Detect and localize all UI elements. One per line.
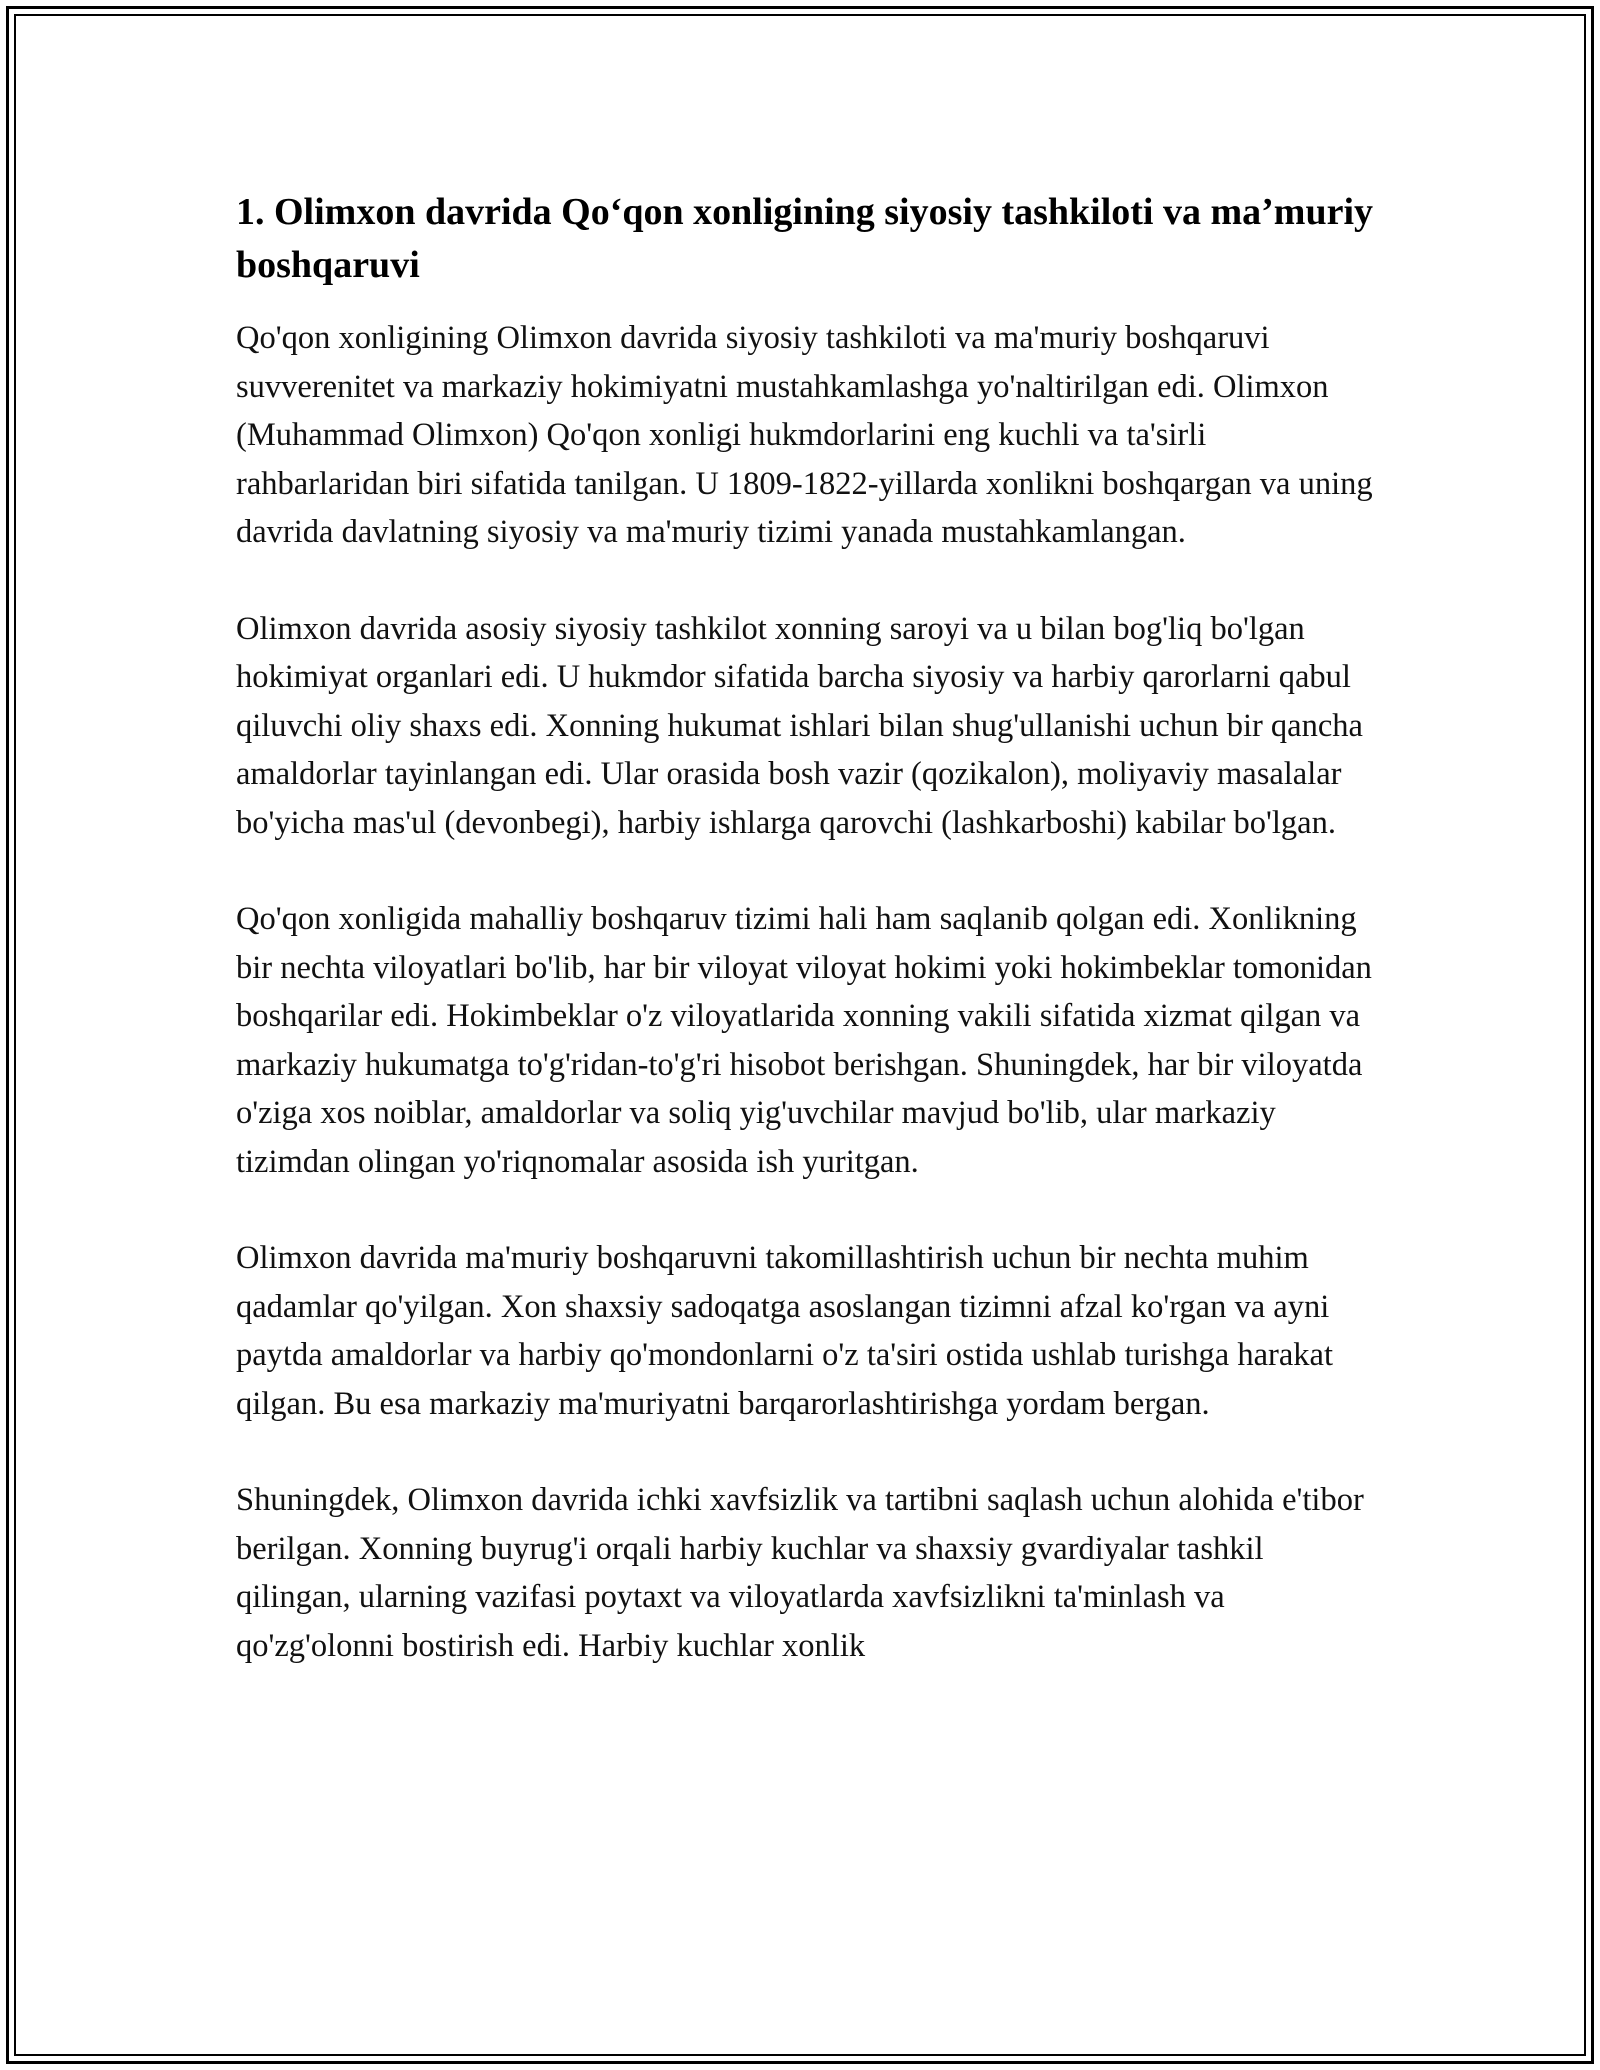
paragraph-3: Qo'qon xonligida mahalliy boshqaruv tizimi hali ham saqlanib qolgan edi. Xonlikning bir nechta viloyatlari bo'lib, har bir viloyat viloyat hokimi yoki hokimbeklar tomonidan boshqarilar edi. Hokimbeklar o'z viloyatlarida xonning vakili sifatida xizmat qilgan va markaziy hukumatga to'g'ridan-to'g'ri hisobot berishgan. Shuningdek, har bir viloyatda o'ziga xos noiblar, amaldorlar va soliq yig'uvchilar mavjud bo'lib, ular markaziy tizimdan olingan yo'riqnomalar asosida ish yuritgan. <box>236 901 1372 1180</box>
paragraph-4: Olimxon davrida ma'muriy boshqaruvni takomillashtirish uchun bir nechta muhim qadamlar qo'yilgan. Xon shaxsiy sadoqatga asoslangan tizimni afzal ko'rgan va ayni paytda amaldorlar va harbiy qo'mondonlarni o'z ta'siri ostida ushlab turishga harakat qilgan. Bu esa markaziy ma'muriyatni barqarorlashtirishga yordam bergan. <box>236 1240 1333 1422</box>
paragraph-2: Olimxon davrida asosiy siyosiy tashkilot xonning saroyi va u bilan bog'liq bo'lgan hokimiyat organlari edi. U hukmdor sifatida barcha siyosiy va harbiy qarorlarni qabul qiluvchi oliy shaxs edi. Xonning hukumat ishlari bilan shug'ullanishi uchun bir qancha amaldorlar tayinlangan edi. Ular orasida bosh vazir (qozikalon), moliyaviy masalalar bo'yicha mas'ul (devonbegi), harbiy ishlarga qarovchi (lashkarboshi) kabilar bo'lgan. <box>236 610 1363 841</box>
document-body <box>236 186 1376 1718</box>
section-heading: 1. Olimxon davrida Qo‘qon xonligining siyosiy tashkiloti va ma’muriy boshqaruvi <box>236 191 1374 286</box>
paragraph-5: Shuningdek, Olimxon davrida ichki xavfsizlik va tartibni saqlash uchun alohida e'tibor berilgan. Xonning buyrug'i orqali harbiy kuchlar va shaxsiy gvardiyalar tashkil qilingan, ularning vazifasi poytaxt va viloyatlarda xavfsizlikni ta'minlash va qo'zg'olonni bostirish edi. Harbiy kuchlar xonlik <box>236 1482 1364 1664</box>
paragraph-1: Qo'qon xonligining Olimxon davrida siyosiy tashkiloti va ma'muriy boshqaruvi suvverenitet va markaziy hokimiyatni mustahkamlashga yo'naltirilgan edi. Olimxon (Muhammad Olimxon) Qo'qon xonligi hukmdorlarini eng kuchli va ta'sirli rahbarlaridan biri sifatida tanilgan. U 1809-1822-yillarda xonlikni boshqargan va uning davrida davlatning siyosiy va ma'muriy tizimi yanada mustahkamlangan. <box>236 320 1373 550</box>
